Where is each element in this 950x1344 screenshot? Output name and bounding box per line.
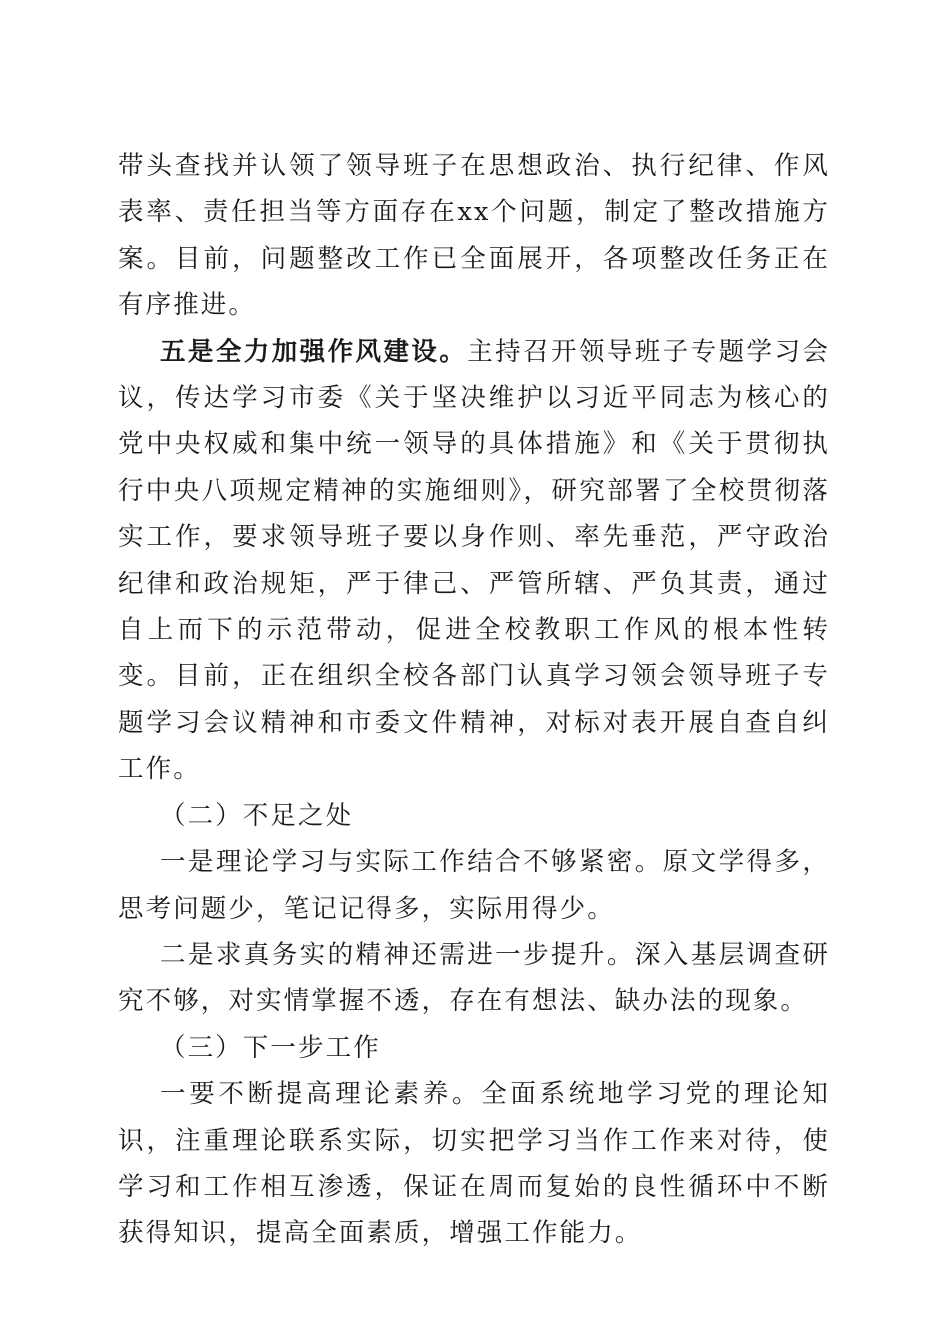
document-body xyxy=(118,143,830,1257)
paragraph-shortcoming-1 xyxy=(118,839,830,932)
paragraph-continued xyxy=(118,143,830,329)
paragraph-text: 主持召开领导班子专题学习会议，传达学习市委《关于坚决维护以习近平同志为核心的党中央权威和集中统一领导的具体措施》和《关于贯彻执行中央八项规定精神的实施细则》，研究部署了全校贯彻落实工作，要求领导班子要以身作则、率先垂范，严守政治纪律和政治规矩，严于律己、严管所辖、严负其责，通过自上而下的示范带动，促进全校教职工作风的根本性转变。目前，正在组织全校各部门认真学习领会领导班子专题学习会议精神和市委文件精神，对标对表开展自查自纠工作。 xyxy=(118,336,830,785)
paragraph-lead: 一是理论学习与实际工作结合不够紧密。 xyxy=(160,847,663,878)
section-heading-next-steps: （三）下一步工作 xyxy=(160,1032,381,1063)
paragraph-text: 带头查找并认领了领导班子在思想政治、执行纪律、作风表率、责任担当等方面存在xx个问题，制定了整改措施方案。目前，问题整改工作已全面展开，各项整改任务正在有序推进。 xyxy=(118,151,830,321)
paragraph-text: 深入基层调查研究不够，对实情掌握不透，存在有想法、缺办法的现象。 xyxy=(118,939,831,1017)
paragraph-text: 全面系统地学习党的理论知识，注重理论联系实际，切实把学习当作工作来对待，使学习和工作相互渗透，保证在周而复始的良性循环中不断获得知识，提高全面素质，增强工作能力。 xyxy=(118,1079,830,1249)
paragraph-text: 原文学得多，思考问题少，笔记记得多，实际用得少。 xyxy=(118,847,830,924)
paragraph-lead: 一要不断提高理论素养。 xyxy=(160,1079,482,1110)
paragraph-lead: 五是全力加强作风建设。 xyxy=(160,336,468,367)
paragraph-next-step-1 xyxy=(118,1071,830,1257)
paragraph-lead: 二是求真务实的精神还需进一步提升。 xyxy=(160,939,635,970)
section-heading-shortcomings: （二）不足之处 xyxy=(160,800,354,831)
paragraph-style-building xyxy=(118,329,830,793)
paragraph-shortcoming-2 xyxy=(118,932,830,1025)
